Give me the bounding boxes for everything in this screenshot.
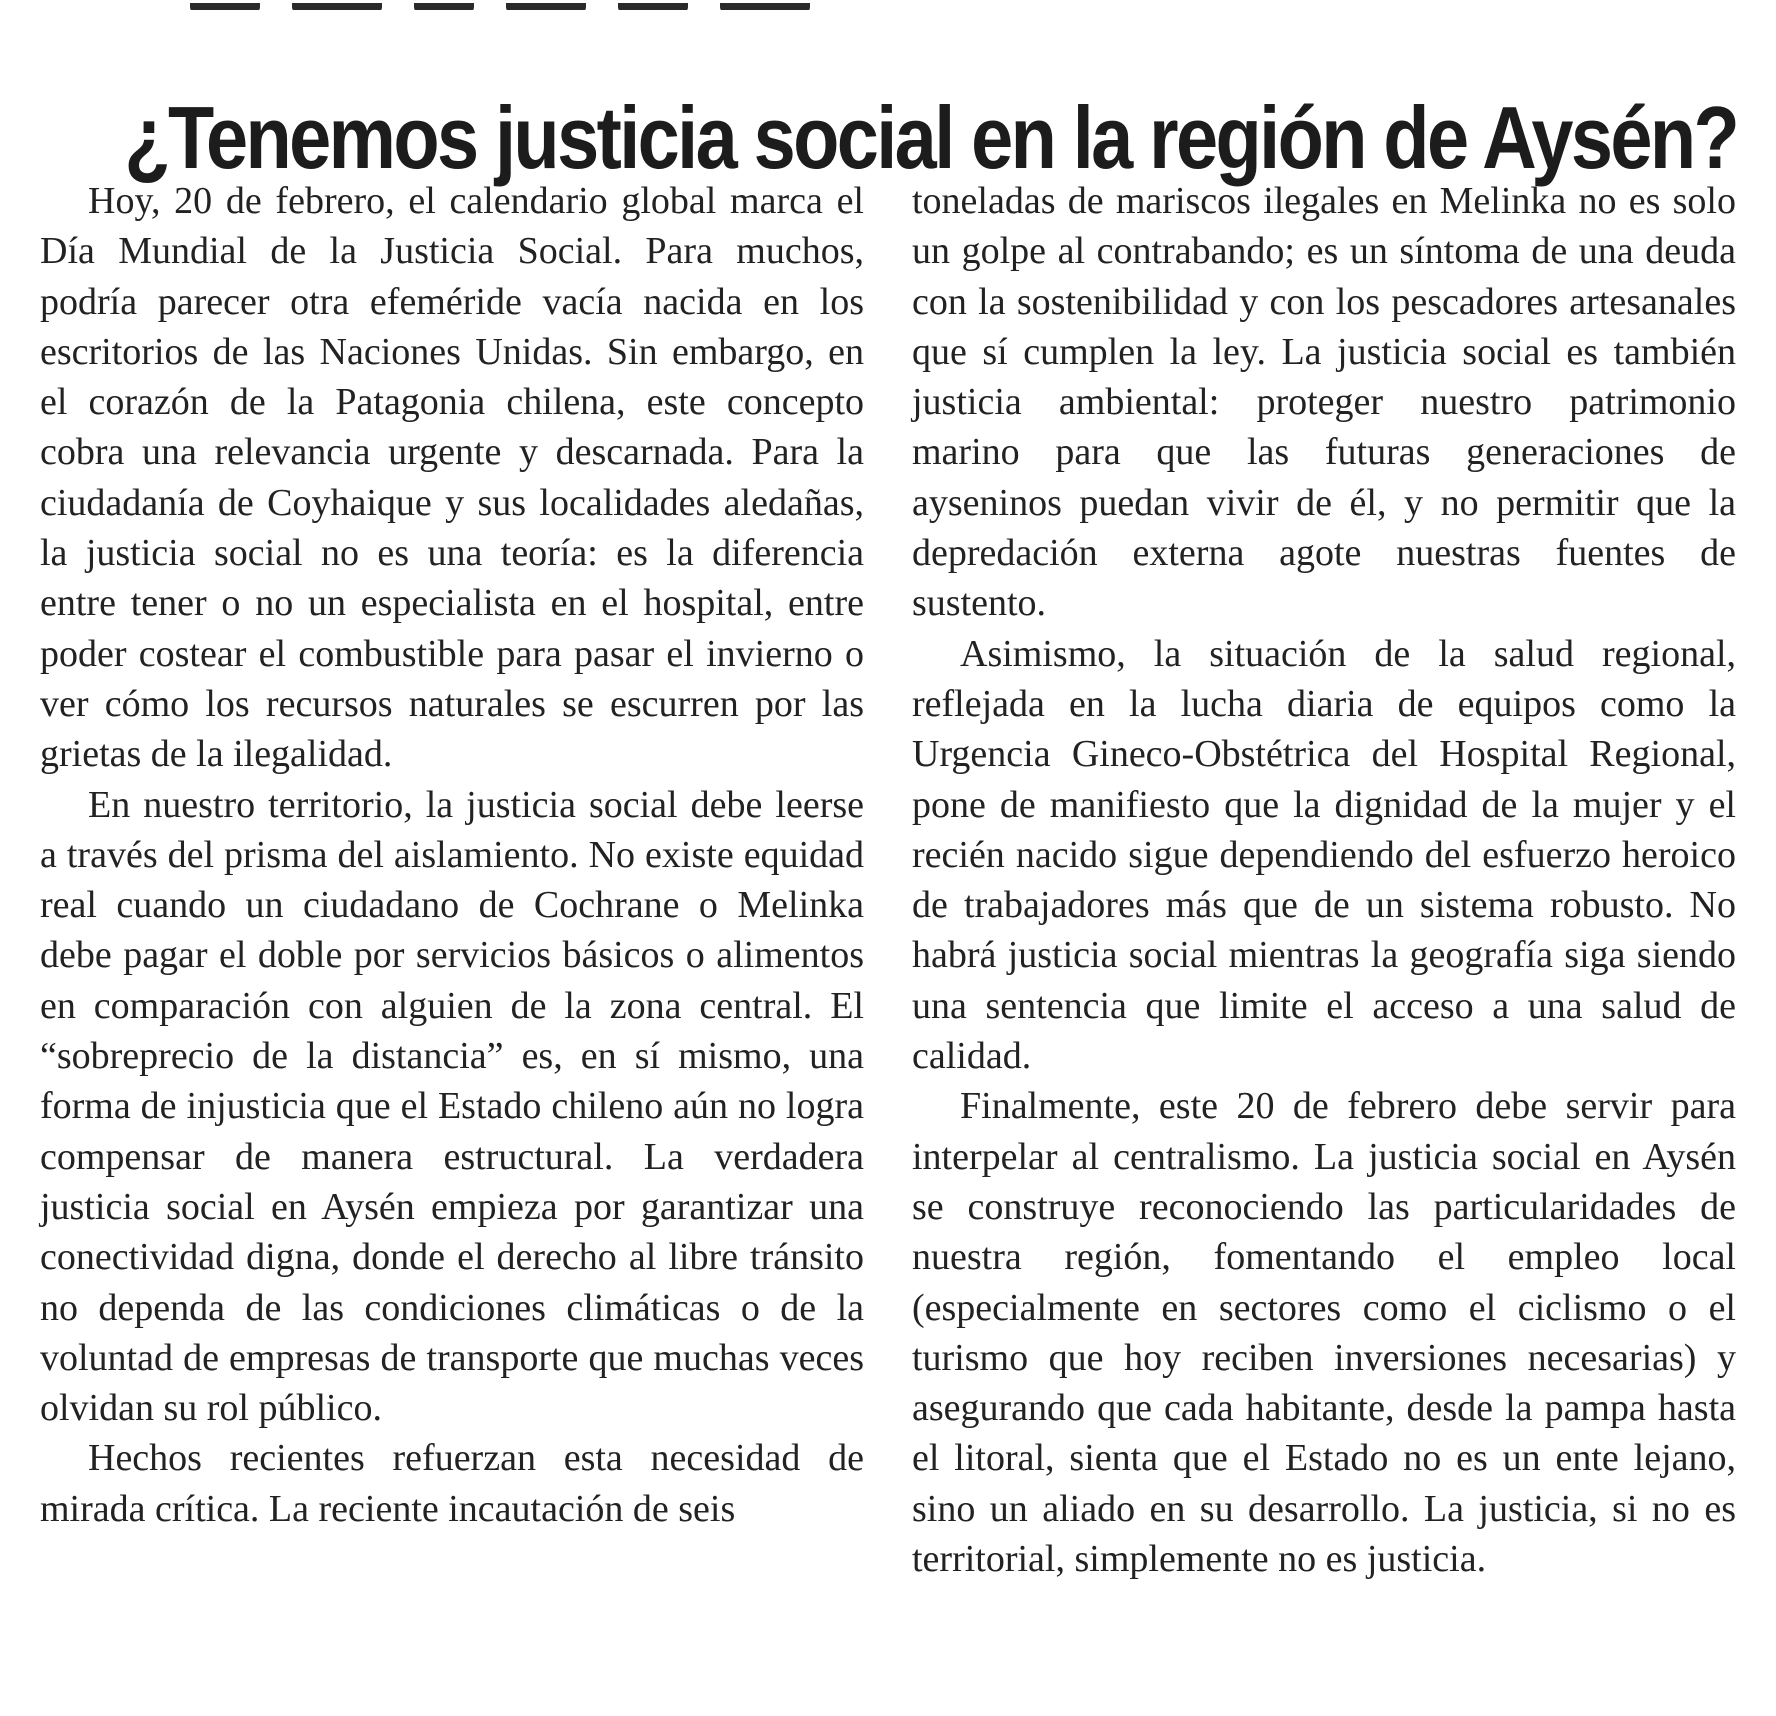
left-column (40, 176, 864, 1584)
paragraph-intro: Hoy, 20 de febrero, el calendario global marca el Día Mundial de la Justicia Social. Para muchos, podría parecer otra efeméride vacía nacida en los escritorios de las Naciones Unidas. Sin embargo, en el corazón de la Patagonia chilena, este concepto cobra una relevancia urgente y descarnada. Para la ciudadanía de Coyhaique y sus localidades aledañas, la justicia social no es una teoría: es la diferencia entre tener o no un especialista en el hospital, entre poder costear el combustible para pasar el invierno o ver cómo los recursos naturales se escurren por las grietas de la ilegalidad. (40, 180, 864, 776)
right-column (912, 176, 1736, 1584)
paragraph-conclusion: Finalmente, este 20 de febrero debe servir para interpelar al centralismo. La justicia social en Aysén se construye reconociendo las particularidades de nuestra región, fomentando el empleo local (especialmente en sectores como el ciclismo o el turismo que hoy reciben inversiones necesarias) y asegurando que cada habitante, desde la pampa hasta el litoral, sienta que el Estado no es un ente lejano, sino un aliado en su desarrollo. La justicia, si no es territorial, simplemente no es justicia. (912, 1085, 1736, 1581)
cropped-previous-headline (190, 0, 880, 10)
paragraph-recent-facts-continued: toneladas de mariscos ilegales en Melinka no es solo un golpe al contrabando; es un síntoma de una deuda con la sostenibilidad y con los pescadores artesanales que sí cumplen la ley. La justicia social es también justicia ambiental: proteger nuestro patrimonio marino para que las futuras generaciones de ayseninos puedan vivir de él, y no permitir que la depredación externa agote nuestras fuentes de sustento. (912, 180, 1736, 625)
paragraph-recent-facts: Hechos recientes refuerzan esta necesidad de mirada crítica. La reciente incautación de seis (40, 1437, 864, 1530)
article-body (40, 176, 1736, 1584)
paragraph-territory: En nuestro territorio, la justicia social debe leerse a través del prisma del aislamiento. No existe equidad real cuando un ciudadano de Cochrane o Melinka debe pagar el doble por servicios básicos o alimentos en comparación con alguien de la zona central. El “sobreprecio de la distancia” es, en sí mismo, una forma de injusticia que el Estado chileno aún no logra compensar de manera estructural. La verdadera justicia social en Aysén empieza por garantizar una conectividad digna, donde el derecho al libre tránsito no dependa de las condiciones climáticas o de la voluntad de empresas de transporte que muchas veces olvidan su rol público. (40, 783, 864, 1430)
paragraph-health: Asimismo, la situación de la salud regional, reflejada en la lucha diaria de equipos como la Urgencia Gineco-Obstétrica del Hospital Regional, pone de manifiesto que la dignidad de la mujer y el recién nacido sigue dependiendo del esfuerzo heroico de trabajadores más que de un sistema robusto. No habrá justicia social mientras la geografía siga siendo una sentencia que limite el acceso a una salud de calidad. (912, 632, 1736, 1078)
article-headline: ¿Tenemos justicia social en la región de Aysén? (124, 87, 1738, 187)
